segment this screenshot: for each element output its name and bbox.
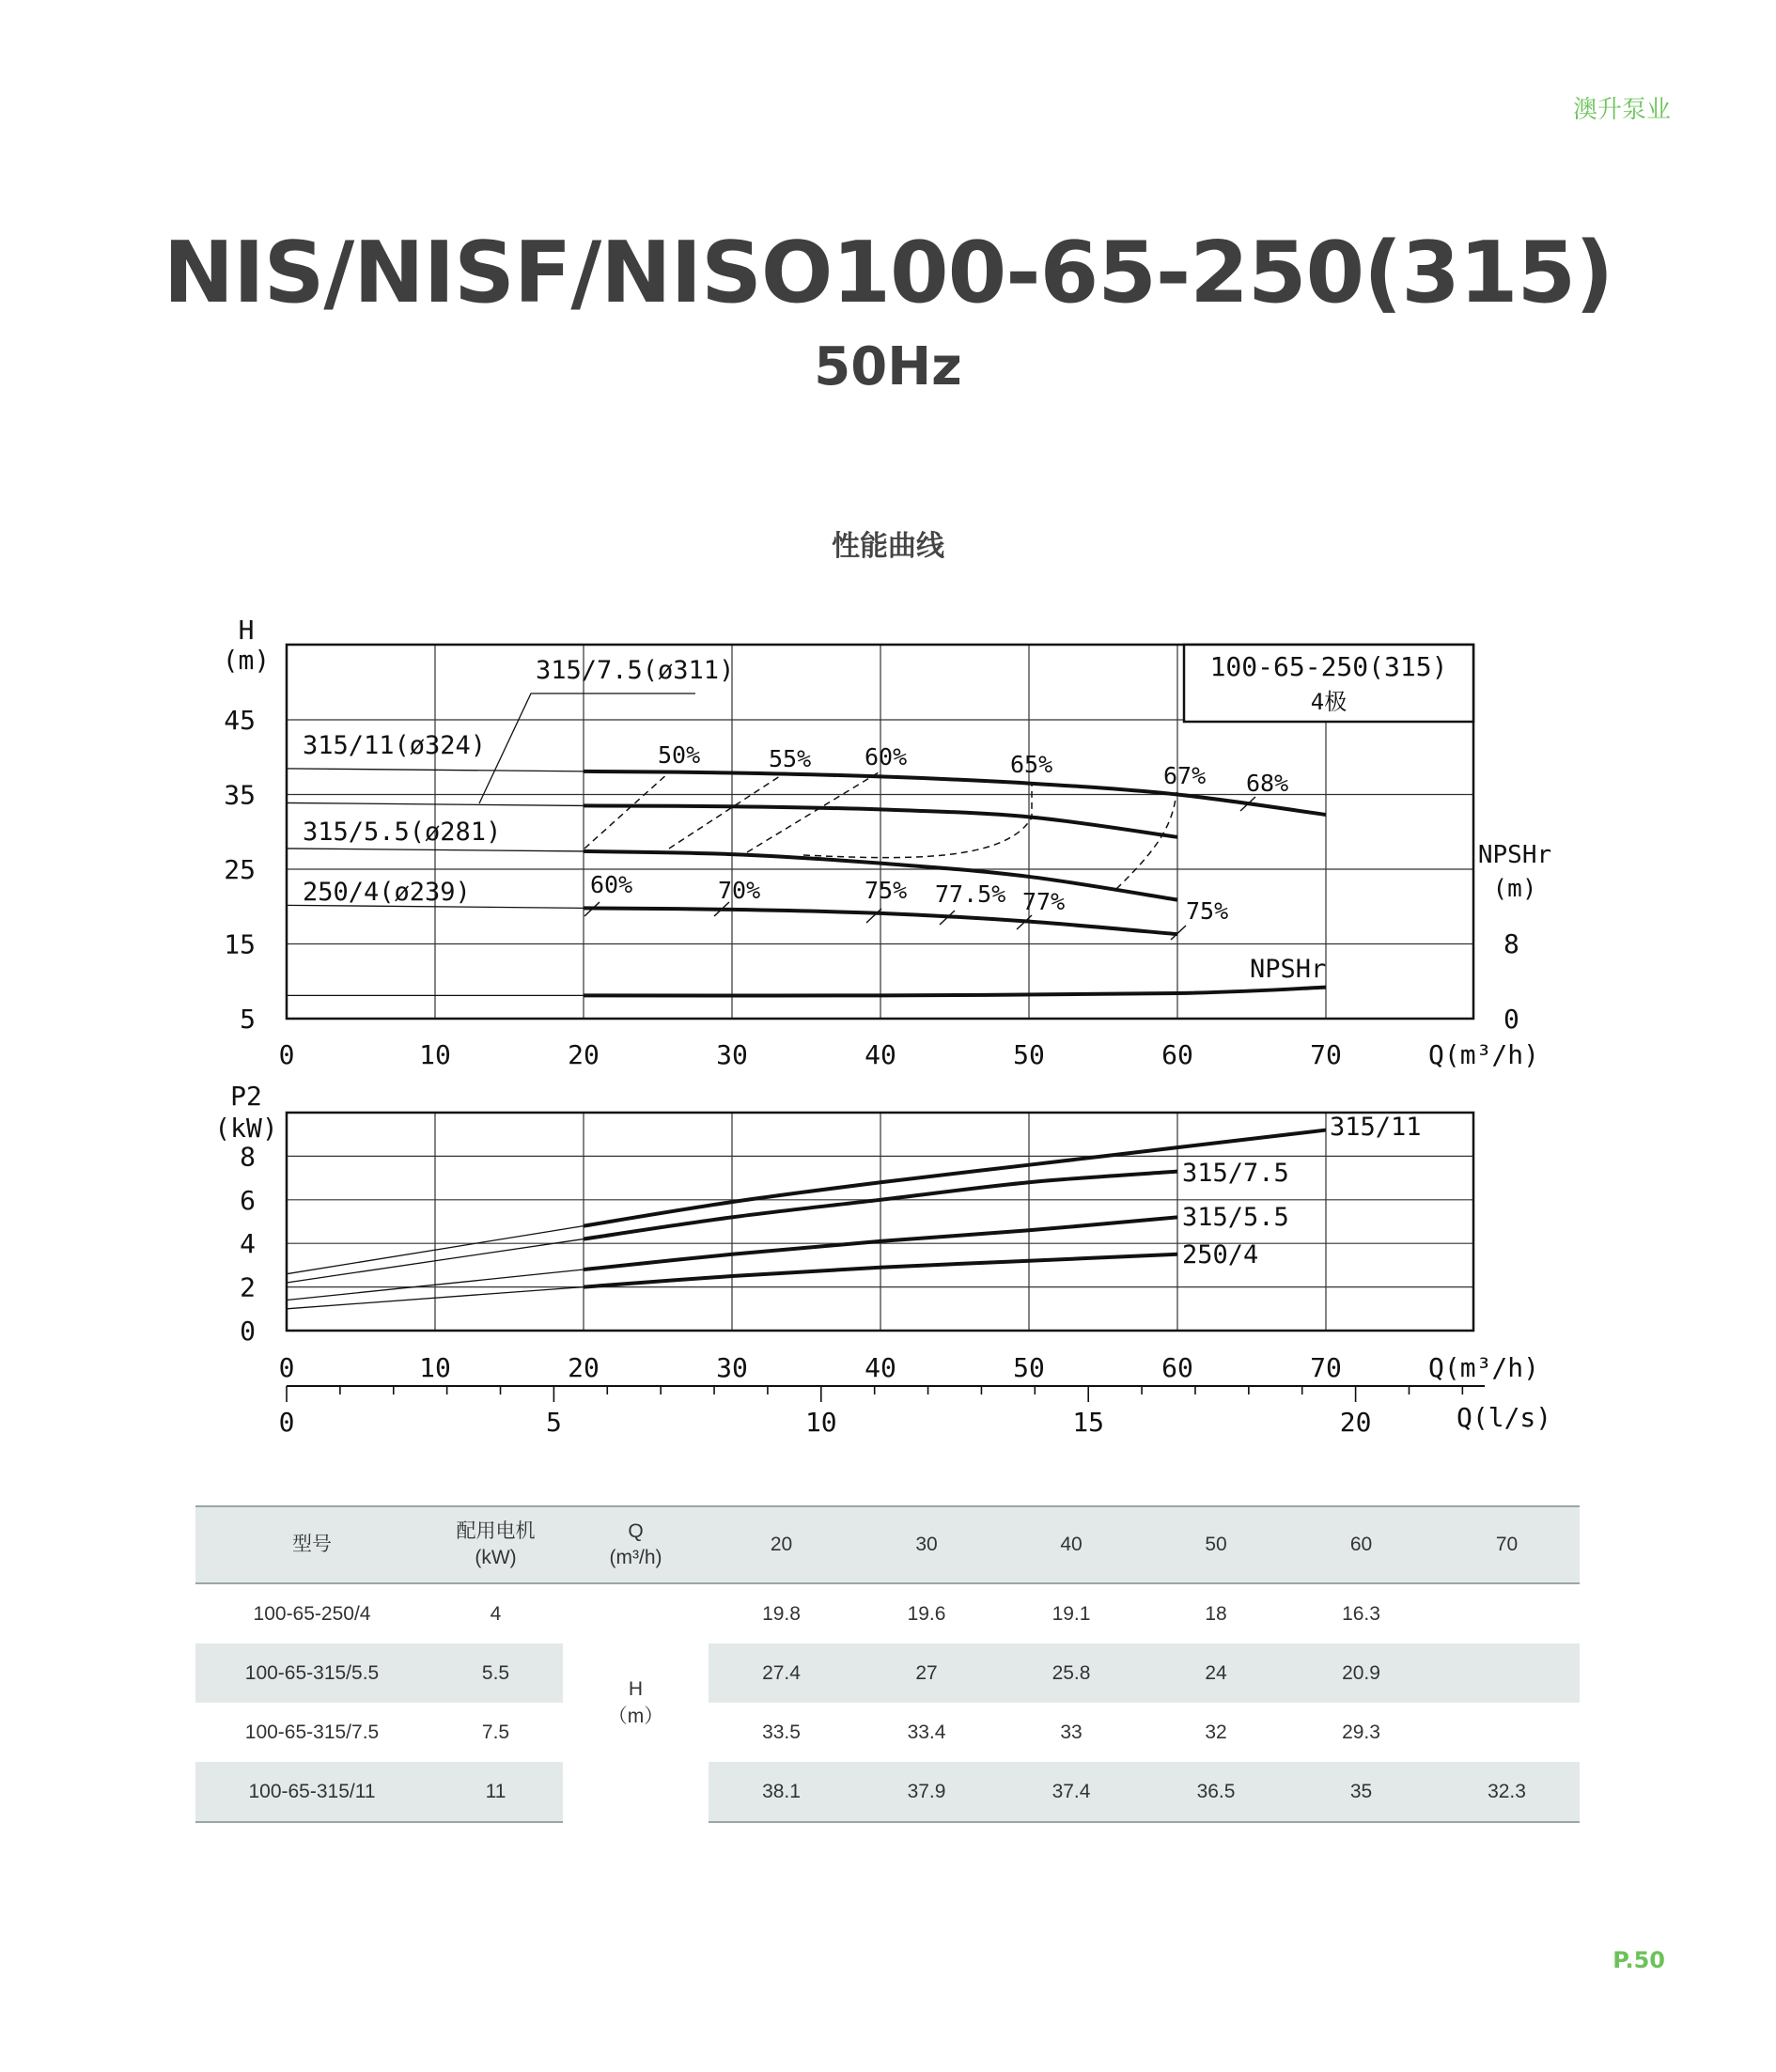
cell-model: 100-65-250/4 xyxy=(253,1602,371,1625)
cell-value: 27 xyxy=(854,1644,999,1703)
cell-value: 35 xyxy=(1288,1762,1434,1822)
table-row xyxy=(195,1644,1580,1703)
head-x-tick-label: 20 xyxy=(568,1039,600,1070)
cell-motor: 11 xyxy=(428,1762,563,1822)
ls-tick-label: 10 xyxy=(804,1407,837,1438)
header-q-30: 30 xyxy=(854,1506,999,1583)
header-motor: 配用电机 (kW) xyxy=(428,1506,563,1583)
cell-value: 36.5 xyxy=(1144,1762,1288,1822)
header-q-60: 60 xyxy=(1288,1506,1434,1583)
cell-motor: 4 xyxy=(490,1602,502,1625)
power-series-label: 250/4 xyxy=(1182,1240,1259,1270)
efficiency-label: 75% xyxy=(865,877,908,904)
table-row xyxy=(195,1762,1580,1822)
efficiency-label: 67% xyxy=(1163,762,1207,789)
cell-value: 20.9 xyxy=(1288,1644,1434,1703)
header-model: 型号 xyxy=(195,1506,428,1583)
header-q-40: 40 xyxy=(999,1506,1144,1583)
head-x-tick-label: 40 xyxy=(865,1039,896,1070)
efficiency-label: 70% xyxy=(718,877,761,904)
cell-motor: 7.5 xyxy=(481,1721,510,1743)
head-y-tick-label: 25 xyxy=(224,854,256,885)
head-y-tick-label: 45 xyxy=(224,705,256,736)
frequency-subtitle: 50Hz xyxy=(814,336,962,397)
cell-value: 37.4 xyxy=(999,1762,1144,1822)
power-x-tick-label: 70 xyxy=(1310,1352,1342,1383)
efficiency-label: 60% xyxy=(590,871,633,898)
efficiency-label: 50% xyxy=(658,741,701,769)
power-x-axis-label: Q(m³/h) xyxy=(1428,1352,1540,1383)
head-series-label: 315/7.5(ø311) xyxy=(536,656,735,685)
head-x-tick-label: 70 xyxy=(1310,1039,1342,1070)
power-y-axis-label: P2 xyxy=(230,1081,262,1112)
head-curve-npshr xyxy=(584,988,1326,996)
efficiency-label: 77.5% xyxy=(935,880,1006,908)
npsh-tick-label: 0 xyxy=(1503,1004,1519,1035)
table-row xyxy=(195,1703,1580,1762)
cell-value: 19.8 xyxy=(762,1602,801,1625)
head-y-tick-label: 35 xyxy=(224,779,256,811)
brand-name: 澳升泵业 xyxy=(1572,96,1671,124)
page-number: P.50 xyxy=(1612,1947,1665,1973)
power-x-tick-label: 60 xyxy=(1161,1352,1193,1383)
cell-head-label: H （m） xyxy=(607,1677,664,1727)
cell-value: 32.3 xyxy=(1434,1762,1580,1822)
cell-model: 100-65-315/5.5 xyxy=(195,1644,428,1703)
efficiency-label: 75% xyxy=(1186,897,1229,925)
power-y-tick-label: 0 xyxy=(240,1316,256,1347)
head-y-tick-label: 5 xyxy=(240,1004,256,1035)
head-series-label: 250/4(ø239) xyxy=(303,878,471,907)
ls-tick-label: 0 xyxy=(278,1407,295,1438)
cell-value: 19.1 xyxy=(1052,1602,1091,1625)
cell-value: 32 xyxy=(1205,1721,1227,1743)
cell-value: 25.8 xyxy=(999,1644,1144,1703)
cell-value: 38.1 xyxy=(709,1762,854,1822)
cell-value: 33 xyxy=(1060,1721,1083,1743)
power-x-tick-label: 20 xyxy=(568,1352,600,1383)
npsh-axis-label: NPSHr xyxy=(1477,841,1552,869)
power-y-axis-unit: (kW) xyxy=(214,1113,278,1144)
power-x-tick-label: 50 xyxy=(1013,1352,1045,1383)
cell-value xyxy=(1434,1703,1580,1762)
efficiency-tick xyxy=(866,909,881,923)
cell-motor: 5.5 xyxy=(428,1644,563,1703)
header-flow: Q (m³/h) xyxy=(563,1506,709,1583)
ls-tick-label: 5 xyxy=(545,1407,562,1438)
cell-model: 100-65-315/11 xyxy=(195,1762,428,1822)
head-x-tick-label: 30 xyxy=(716,1039,748,1070)
npsh-axis-unit: (m) xyxy=(1492,875,1537,903)
efficiency-label: 77% xyxy=(1022,888,1066,915)
cell-value: 19.6 xyxy=(907,1602,946,1625)
efficiency-iso-line xyxy=(584,772,669,849)
header-q-70: 70 xyxy=(1434,1506,1580,1583)
head-x-tick-label: 50 xyxy=(1013,1039,1045,1070)
power-y-tick-label: 8 xyxy=(240,1141,256,1173)
power-y-tick-label: 6 xyxy=(240,1184,256,1216)
cell-value: 37.9 xyxy=(854,1762,999,1822)
table-row xyxy=(195,1583,1580,1644)
cell-value: 29.3 xyxy=(1342,1721,1380,1743)
head-y-tick-label: 15 xyxy=(224,928,256,960)
efficiency-iso-line xyxy=(669,772,786,849)
page-title: NIS/NISF/NISO100-65-250(315) xyxy=(163,224,1613,322)
cell-value: 24 xyxy=(1144,1644,1288,1703)
npsh-tick-label: 8 xyxy=(1503,928,1519,959)
table-header-row xyxy=(195,1506,1580,1583)
efficiency-label: 68% xyxy=(1246,770,1289,797)
cell-value xyxy=(1434,1583,1580,1644)
power-x-tick-label: 10 xyxy=(419,1352,451,1383)
head-series-label: 315/11(ø324) xyxy=(303,731,487,760)
ls-tick-label: 15 xyxy=(1072,1407,1105,1438)
power-x-tick-label: 0 xyxy=(278,1352,295,1383)
power-series-label: 315/5.5 xyxy=(1182,1203,1289,1232)
power-y-tick-label: 4 xyxy=(240,1228,256,1260)
head-x-tick-label: 0 xyxy=(278,1039,295,1070)
head-chart-pole-label: 4极 xyxy=(1310,689,1348,715)
efficiency-label: 60% xyxy=(865,743,908,771)
power-series-label: 315/11 xyxy=(1330,1113,1422,1142)
header-q-20: 20 xyxy=(709,1506,854,1583)
power-x-tick-label: 40 xyxy=(865,1352,896,1383)
ls-axis-label: Q(l/s) xyxy=(1457,1402,1552,1433)
head-x-tick-label: 10 xyxy=(419,1039,451,1070)
efficiency-iso-line xyxy=(1116,792,1176,889)
head-chart-title: 100-65-250(315) xyxy=(1209,651,1448,682)
head-y-axis-label: H xyxy=(238,615,255,646)
power-x-tick-label: 30 xyxy=(716,1352,748,1383)
ls-tick-label: 20 xyxy=(1339,1407,1372,1438)
performance-table xyxy=(195,1505,1580,1823)
power-series-label: 315/7.5 xyxy=(1182,1159,1289,1188)
cell-value: 33.4 xyxy=(907,1721,946,1743)
head-series-label: 315/5.5(ø281) xyxy=(303,818,502,847)
head-curve-315-11-324 xyxy=(584,771,1326,815)
head-x-tick-label: 60 xyxy=(1161,1039,1193,1070)
header-q-50: 50 xyxy=(1144,1506,1288,1583)
efficiency-label: 55% xyxy=(769,745,812,772)
efficiency-label: 65% xyxy=(1010,751,1053,778)
power-y-tick-label: 2 xyxy=(240,1271,256,1303)
efficiency-iso-line xyxy=(803,782,1032,858)
head-series-label: NPSHr xyxy=(1250,955,1327,984)
section-title: 性能曲线 xyxy=(832,530,944,563)
cell-model: 100-65-315/7.5 xyxy=(244,1721,380,1743)
cell-value: 16.3 xyxy=(1342,1602,1380,1625)
cell-value: 33.5 xyxy=(762,1721,801,1743)
cell-value: 27.4 xyxy=(709,1644,854,1703)
head-y-axis-unit: (m) xyxy=(222,645,271,676)
cell-value: 18 xyxy=(1205,1602,1227,1625)
head-x-axis-label: Q(m³/h) xyxy=(1428,1039,1540,1070)
cell-value xyxy=(1434,1644,1580,1703)
